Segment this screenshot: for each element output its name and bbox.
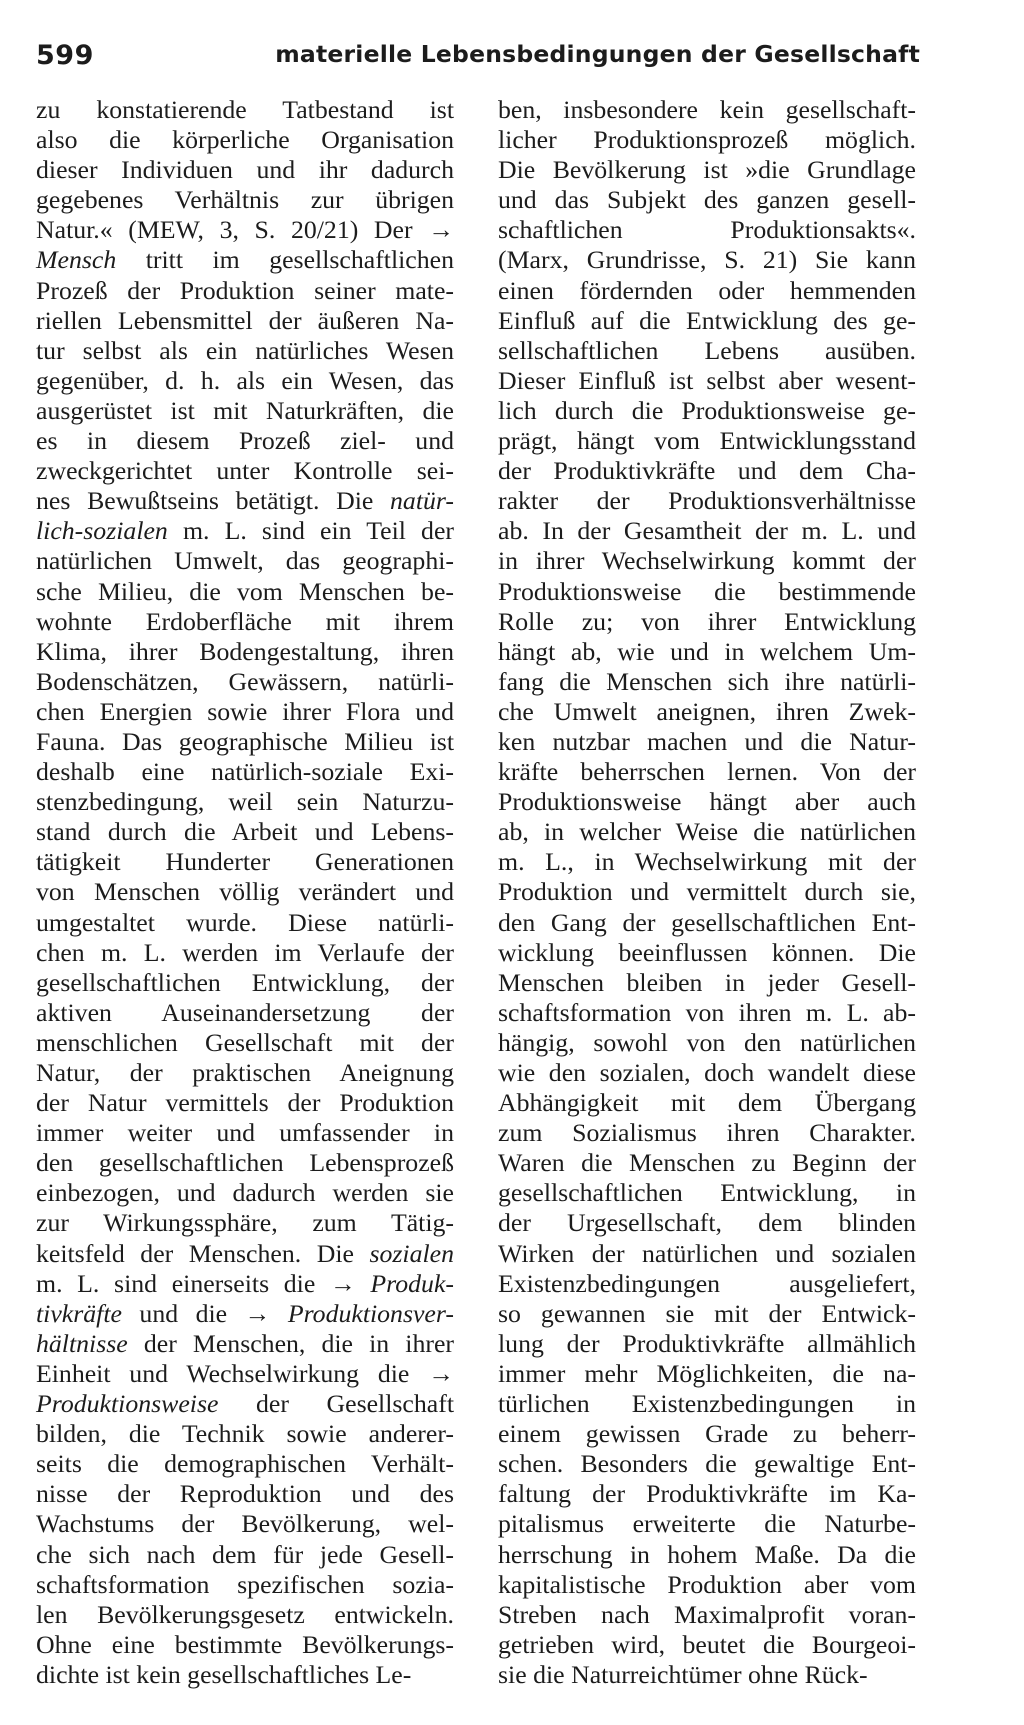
text-line [498, 1389, 916, 1419]
text-line [498, 1419, 916, 1449]
text-line [498, 1479, 916, 1509]
text-run: und das Subjekt des ganzen gesell- [498, 185, 916, 215]
text-run: Existenzbedingungen ausgeliefert, [498, 1268, 916, 1298]
text-run: umgestaltet wurde. Diese natürli- [36, 907, 454, 937]
text-line [36, 1540, 454, 1570]
text-line [498, 396, 916, 426]
text-column-left [36, 95, 454, 1690]
text-run: schaftsformation spezifischen sozia- [36, 1569, 454, 1599]
text-run: von Menschen völlig verändert und [36, 877, 454, 907]
text-run: stenzbedingung, weil sein Naturzu- [36, 787, 454, 817]
text-line [36, 456, 454, 486]
text-line [498, 1329, 916, 1359]
text-run: einen fördernden oder hemmenden [498, 275, 916, 305]
text-run: ben, insbesondere kein gesellschaft- [498, 95, 916, 124]
text-run: m. L. sind ein Teil der [167, 516, 454, 546]
text-line [36, 1299, 454, 1329]
text-line [36, 1028, 454, 1058]
text-run: hängt ab, wie und in welchem Um- [498, 636, 916, 666]
text-line [498, 1449, 916, 1479]
running-head: materielle Lebensbedingungen der Gesellschaft [275, 40, 920, 68]
italic-term: natür- [390, 486, 454, 516]
text-run: der Natur vermittels der Produktion [36, 1088, 454, 1118]
text-run: ken nutzbar machen und die Natur- [498, 726, 916, 756]
text-line [36, 908, 454, 938]
text-run: Einfluß auf die Entwicklung des ge- [498, 305, 916, 335]
italic-term: lich-sozialen [36, 516, 168, 546]
text-line [498, 607, 916, 637]
text-run: lung der Produktivkräfte allmählich [498, 1328, 916, 1358]
text-line [498, 1359, 916, 1389]
text-run: einem gewissen Grade zu beherr- [498, 1419, 916, 1449]
text-run: wicklung beeinflussen können. Die [498, 937, 916, 967]
text-line [498, 637, 916, 667]
text-line [498, 366, 916, 396]
text-run: Wachstums der Bevölkerung, wel- [36, 1509, 454, 1539]
text-line [498, 1570, 916, 1600]
text-line [498, 817, 916, 847]
text-line [36, 1630, 454, 1660]
text-run: Ohne eine bestimmte Bevölkerungs- [36, 1629, 454, 1659]
text-line [498, 998, 916, 1028]
text-run: nes Bewußtseins betätigt. Die [36, 486, 391, 516]
text-line [498, 125, 916, 155]
text-line [498, 185, 916, 215]
text-run: aktiven Auseinandersetzung der [36, 997, 454, 1027]
text-run: bilden, die Technik sowie anderer- [36, 1419, 454, 1449]
text-run: Prozeß der Produktion seiner mate- [36, 275, 454, 305]
text-run: Abhängigkeit mit dem Übergang [498, 1088, 916, 1118]
text-run: zweckgerichtet unter Kontrolle sei- [36, 456, 454, 486]
text-line [36, 1118, 454, 1148]
page-header [36, 40, 920, 84]
text-run: Natur.« (MEW, 3, S. 20/21) Der → [36, 215, 454, 245]
text-run: faltung der Produktivkräfte im Ka- [498, 1479, 916, 1509]
text-run: Rolle zu; von ihrer Entwicklung [498, 606, 916, 636]
text-line [498, 306, 916, 336]
text-line [498, 1600, 916, 1630]
text-run: kräfte beherrschen lernen. Von der [498, 757, 916, 787]
text-run: hängig, sowohl von den natürlichen [498, 1027, 916, 1057]
text-line [498, 1208, 916, 1238]
text-run: Produktionsweise die bestimmende [498, 576, 916, 606]
text-line [498, 95, 916, 125]
text-line [498, 667, 916, 697]
text-run: stand durch die Arbeit und Lebens- [36, 817, 454, 847]
italic-term: Produk- [370, 1268, 454, 1298]
text-run: also die körperliche Organisation [36, 125, 454, 155]
text-line [36, 1419, 454, 1449]
text-run: der Menschen, die in ihrer [127, 1328, 454, 1358]
text-run: m. L., in Wechselwirkung mit der [498, 847, 916, 877]
text-line [36, 396, 454, 426]
text-run: schaftsformation von ihren m. L. ab- [498, 997, 916, 1027]
text-line [498, 697, 916, 727]
text-line [498, 1239, 916, 1269]
text-line [36, 1329, 454, 1359]
text-line [36, 787, 454, 817]
text-line [498, 847, 916, 877]
italic-term: tivkräfte [36, 1298, 122, 1328]
text-line [498, 426, 916, 456]
text-run: natürlichen Umwelt, das geographi- [36, 546, 454, 576]
text-line [498, 1540, 916, 1570]
text-run: sellschaftlichen Lebens ausüben. [498, 335, 916, 365]
italic-term: Produktionsver- [287, 1298, 454, 1328]
text-run: Produktion und vermittelt durch sie, [498, 877, 916, 907]
text-run: kapitalistische Produktion aber vom [498, 1569, 916, 1599]
text-line [498, 516, 916, 546]
text-line [498, 1509, 916, 1539]
italic-term: Produktionsweise [36, 1389, 219, 1419]
text-run: tritt im gesellschaftlichen [116, 245, 454, 275]
text-line [36, 1208, 454, 1238]
text-run: chen Energien sowie ihrer Flora und [36, 696, 454, 726]
text-line [36, 1239, 454, 1269]
text-run: der Urgesellschaft, dem blinden [498, 1208, 916, 1238]
text-run: zur Wirkungssphäre, zum Tätig- [36, 1208, 454, 1238]
text-line [498, 245, 916, 275]
text-line [36, 155, 454, 185]
text-line [36, 1479, 454, 1509]
text-line [36, 1178, 454, 1208]
text-run: che Umwelt aneignen, ihren Zwek- [498, 696, 916, 726]
text-run: deshalb eine natürlich-soziale Exi- [36, 757, 454, 787]
text-run: gesellschaftlichen Entwicklung, in [498, 1178, 916, 1208]
text-line [498, 276, 916, 306]
text-run: sche Milieu, die vom Menschen be- [36, 576, 454, 606]
text-run: Klima, ihrer Bodengestaltung, ihren [36, 636, 454, 666]
text-line [36, 667, 454, 697]
text-line [36, 95, 454, 125]
text-run: wohnte Erdoberfläche mit ihrem [36, 606, 454, 636]
text-run: len Bevölkerungsgesetz entwickeln. [36, 1599, 454, 1629]
text-run: schen. Besonders die gewaltige Ent- [498, 1449, 916, 1479]
text-run: gesellschaftlichen Entwicklung, der [36, 967, 454, 997]
text-line [498, 1299, 916, 1329]
text-run: ab. In der Gesamtheit der m. L. und [498, 516, 916, 546]
text-run: einbezogen, und dadurch werden sie [36, 1178, 454, 1208]
text-run: sie die Naturreichtümer ohne Rück- [498, 1659, 868, 1689]
text-run: in ihrer Wechselwirkung kommt der [498, 546, 916, 576]
text-line [36, 938, 454, 968]
text-run: dieser Individuen und ihr dadurch [36, 155, 454, 185]
text-run: Bodenschätzen, Gewässern, natürli- [36, 666, 454, 696]
text-run: Fauna. Das geographische Milieu ist [36, 726, 454, 756]
text-line [36, 1359, 454, 1389]
text-line [498, 787, 916, 817]
text-run: (Marx, Grundrisse, S. 21) Sie kann [498, 245, 916, 275]
text-run: seits die demographischen Verhält- [36, 1449, 454, 1479]
text-run: den gesellschaftlichen Lebensprozeß [36, 1148, 454, 1178]
italic-term: hältnisse [36, 1328, 128, 1358]
text-line [36, 546, 454, 576]
text-run: prägt, hängt vom Entwicklungsstand [498, 426, 916, 456]
text-run: zu konstatierende Tatbestand ist [36, 95, 454, 124]
text-run: der Produktivkräfte und dem Cha- [498, 456, 916, 486]
text-run: getrieben wird, beutet die Bourgeoi- [498, 1629, 916, 1659]
text-line [498, 757, 916, 787]
text-line [498, 1178, 916, 1208]
text-line [36, 637, 454, 667]
text-run: m. L. sind einerseits die → [36, 1268, 371, 1298]
text-line [498, 1088, 916, 1118]
text-line [36, 215, 454, 245]
text-line [36, 1600, 454, 1630]
text-run: fang die Menschen sich ihre natürli- [498, 666, 916, 696]
text-run: wie den sozialen, doch wandelt diese [498, 1058, 916, 1087]
text-run: gegenüber, d. h. als ein Wesen, das [36, 365, 454, 395]
text-line [36, 607, 454, 637]
text-run: pitalismus erweiterte die Naturbe- [498, 1509, 916, 1539]
text-line [36, 486, 454, 516]
text-line [36, 1570, 454, 1600]
text-line [36, 1449, 454, 1479]
text-line [36, 336, 454, 366]
text-run: menschlichen Gesellschaft mit der [36, 1027, 454, 1057]
text-run: keitsfeld der Menschen. Die [36, 1238, 370, 1268]
italic-term: sozialen [369, 1238, 454, 1268]
text-line [498, 336, 916, 366]
text-line [36, 1389, 454, 1419]
text-run: und die → [121, 1298, 288, 1328]
text-run: gegebenes Verhältnis zur übrigen [36, 185, 454, 215]
text-run: lich durch die Produktionsweise ge- [498, 395, 916, 425]
text-line [36, 1660, 454, 1690]
text-line [498, 486, 916, 516]
text-run: Produktionsweise hängt aber auch [498, 787, 916, 817]
text-line [36, 727, 454, 757]
text-run: Die Bevölkerung ist »die Grundlage [498, 155, 916, 185]
text-line [36, 185, 454, 215]
text-line [36, 577, 454, 607]
text-line [498, 1660, 916, 1690]
text-line [36, 817, 454, 847]
text-run: Menschen bleiben in jeder Gesell- [498, 967, 916, 997]
text-line [36, 1269, 454, 1299]
text-line [498, 155, 916, 185]
text-run: den Gang der gesellschaftlichen Ent- [498, 907, 916, 937]
text-run: Wirken der natürlichen und sozialen [498, 1238, 916, 1268]
text-line [36, 697, 454, 727]
text-run: nisse der Reproduktion und des [36, 1479, 454, 1509]
text-run: der Gesellschaft [218, 1389, 454, 1419]
text-line [498, 215, 916, 245]
text-line [498, 877, 916, 907]
text-line [36, 757, 454, 787]
text-line [36, 877, 454, 907]
text-run: dichte ist kein gesellschaftliches Le- [36, 1659, 412, 1689]
text-run: schaftlichen Produktionsakts«. [498, 215, 916, 245]
text-line [498, 1118, 916, 1148]
text-line [498, 1028, 916, 1058]
text-line [36, 968, 454, 998]
text-line [498, 908, 916, 938]
text-line [36, 847, 454, 877]
text-run: so gewannen sie mit der Entwick- [498, 1298, 916, 1328]
text-line [36, 276, 454, 306]
text-run: riellen Lebensmittel der äußeren Na- [36, 305, 454, 335]
page-number: 599 [36, 40, 94, 71]
text-run: Einheit und Wechselwirkung die → [36, 1358, 454, 1388]
text-run: ab, in welcher Weise die natürlichen [498, 817, 916, 847]
text-run: Waren die Menschen zu Beginn der [498, 1148, 916, 1178]
text-line [498, 727, 916, 757]
italic-term: Mensch [36, 245, 117, 275]
text-run: rakter der Produktionsverhältnisse [498, 486, 916, 516]
text-line [36, 1148, 454, 1178]
text-line [36, 306, 454, 336]
text-line [36, 998, 454, 1028]
text-line [36, 245, 454, 275]
text-line [498, 456, 916, 486]
text-line [36, 426, 454, 456]
text-run: herrschung in hohem Maße. Da die [498, 1539, 916, 1569]
text-run: Natur, der praktischen Aneignung [36, 1058, 454, 1087]
text-line [498, 938, 916, 968]
text-run: che sich nach dem für jede Gesell- [36, 1539, 454, 1569]
text-line [498, 577, 916, 607]
text-line [36, 1088, 454, 1118]
text-run: licher Produktionsprozeß möglich. [498, 125, 916, 155]
text-line [498, 1269, 916, 1299]
text-line [36, 366, 454, 396]
text-line [36, 1509, 454, 1539]
text-run: immer mehr Möglichkeiten, die na- [498, 1358, 916, 1388]
text-run: Dieser Einfluß ist selbst aber wesent- [498, 365, 916, 395]
text-line [498, 968, 916, 998]
text-line [498, 1058, 916, 1088]
text-line [36, 1058, 454, 1088]
text-run: zum Sozialismus ihren Charakter. [498, 1118, 916, 1148]
text-line [498, 1630, 916, 1660]
text-run: tätigkeit Hunderter Generationen [36, 847, 454, 877]
text-run: es in diesem Prozeß ziel- und [36, 426, 454, 456]
text-run: Streben nach Maximalprofit voran- [498, 1599, 916, 1629]
text-line [498, 546, 916, 576]
text-run: chen m. L. werden im Verlaufe der [36, 937, 454, 967]
text-column-right [498, 95, 916, 1690]
text-run: tur selbst als ein natürliches Wesen [36, 335, 454, 365]
text-line [36, 125, 454, 155]
text-run: ausgerüstet ist mit Naturkräften, die [36, 395, 454, 425]
text-run: türlichen Existenzbedingungen in [498, 1389, 916, 1419]
text-run: immer weiter und umfassender in [36, 1118, 454, 1148]
text-line [36, 516, 454, 546]
text-line [498, 1148, 916, 1178]
